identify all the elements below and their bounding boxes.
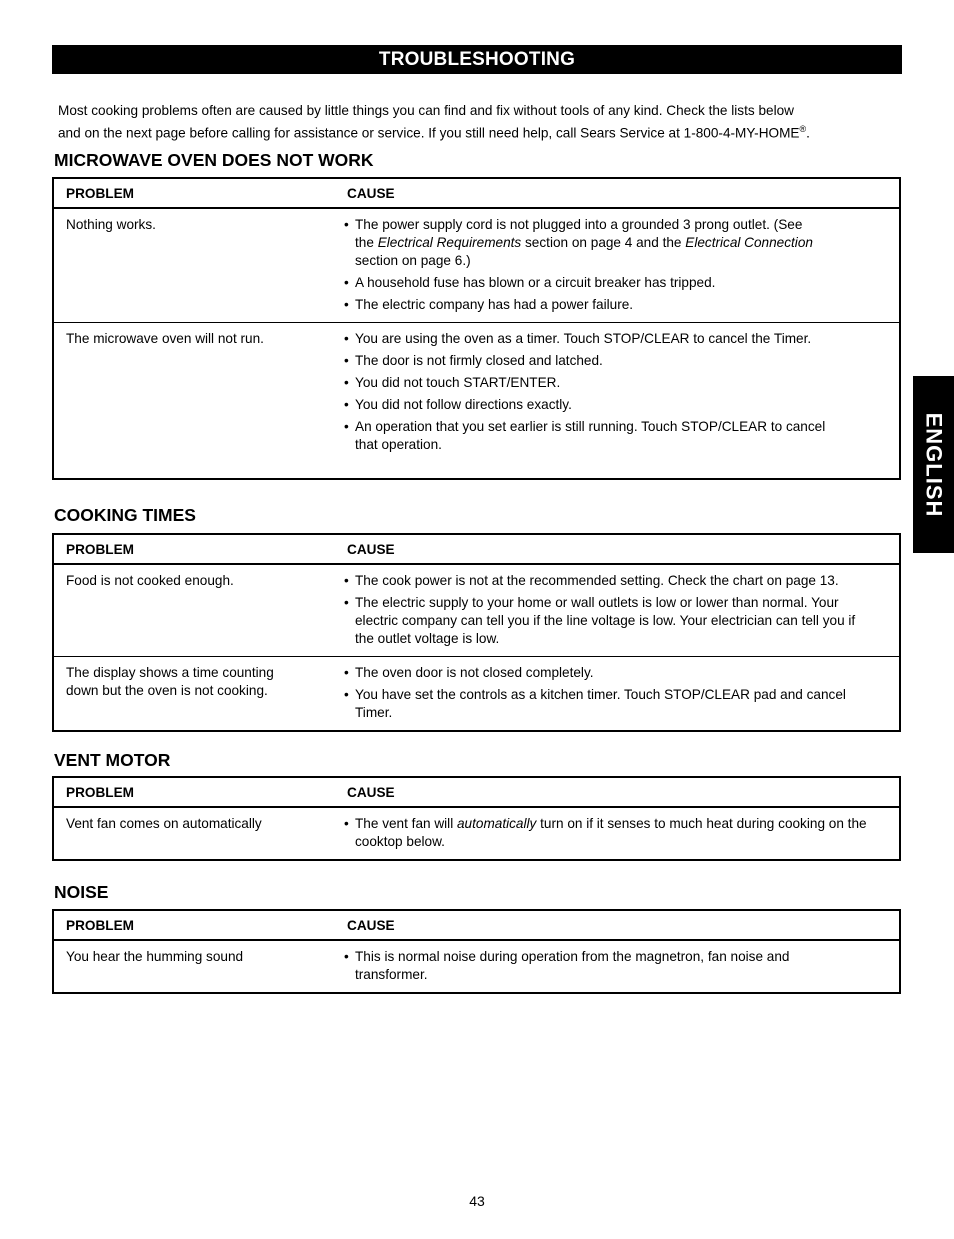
- cause-item: • You are using the oven as a timer. Touch STOP/CLEAR to cancel the Timer.: [341, 330, 841, 348]
- table-row: [53, 564, 900, 657]
- table-row: [53, 323, 900, 480]
- cause-cell: [341, 940, 900, 993]
- cause-item: • You did not touch START/ENTER.: [341, 374, 841, 392]
- cause-cell: [341, 323, 900, 480]
- cause-item: • The power supply cord is not plugged into a grounded 3 prong outlet. (See the Electrical Requirements section on page 4 and the Electrical Connection section on page 6.): [341, 216, 821, 270]
- cause-item: • The door is not firmly closed and latched.: [341, 352, 841, 370]
- table-cooking-times: [52, 533, 901, 732]
- header-problem: PROBLEM: [53, 777, 341, 807]
- cause-cell: [341, 208, 900, 323]
- header-cause: CAUSE: [341, 534, 900, 564]
- header-cause: CAUSE: [341, 910, 900, 940]
- problem-cell: Vent fan comes on automatically: [66, 816, 262, 831]
- problem-cell: Food is not cooked enough.: [66, 573, 234, 588]
- cause-item: • The electric supply to your home or wall outlets is low or lower than normal. Your electric company can tell you if the line voltage is low. Your electrician can tell you if the outlet voltage is low.: [341, 594, 871, 648]
- intro-paragraph: [58, 102, 858, 143]
- table-row: [53, 208, 900, 323]
- cause-cell: [341, 657, 900, 732]
- section-title-cooking-times: COOKING TIMES: [54, 505, 196, 525]
- page-title-banner: TROUBLESHOOTING: [52, 45, 902, 74]
- intro-line-1: Most cooking problems often are caused by little things you can find and fix without tools of any kind. Check the lists below: [58, 103, 794, 118]
- cause-item: • You did not follow directions exactly.: [341, 396, 841, 414]
- registered-mark: ®: [799, 124, 807, 134]
- table-row: [53, 657, 900, 732]
- cause-item: • The oven door is not closed completely.: [341, 664, 876, 682]
- header-cause: CAUSE: [341, 178, 900, 208]
- problem-cell: Nothing works.: [66, 217, 156, 232]
- cause-item: • The cook power is not at the recommended setting. Check the chart on page 13.: [341, 572, 871, 590]
- problem-cell: The microwave oven will not run.: [53, 323, 341, 480]
- cause-item: • A household fuse has blown or a circuit breaker has tripped.: [341, 274, 821, 292]
- header-problem: PROBLEM: [53, 178, 341, 208]
- table-microwave-not-work: [52, 177, 901, 480]
- cause-cell: [341, 564, 900, 657]
- cause-item: • An operation that you set earlier is still running. Touch STOP/CLEAR to cancel that operation.: [341, 418, 841, 454]
- intro-end: .: [806, 125, 810, 141]
- cause-item: • This is normal noise during operation from the magnetron, fan noise and transformer.: [341, 948, 841, 984]
- header-cause: CAUSE: [341, 777, 900, 807]
- section-title-vent-motor: VENT MOTOR: [54, 750, 171, 770]
- header-problem: PROBLEM: [53, 910, 341, 940]
- language-side-tab-label: ENGLISH: [921, 412, 947, 517]
- intro-line-2: and on the next page before calling for assistance or service. If you still need help, call Sears Service at 1-800-4-MY-HOME: [58, 125, 800, 141]
- cause-item: • The vent fan will automatically turn on if it senses to much heat during cooking on the cooktop below.: [341, 815, 871, 851]
- header-problem: PROBLEM: [53, 534, 341, 564]
- table-vent-motor: [52, 776, 901, 861]
- table-noise: [52, 909, 901, 994]
- cause-cell: [341, 807, 900, 860]
- language-side-tab: [913, 376, 954, 553]
- page-number: 43: [469, 1193, 485, 1209]
- section-title-microwave-not-work: MICROWAVE OVEN DOES NOT WORK: [54, 150, 374, 170]
- cause-item: • You have set the controls as a kitchen timer. Touch STOP/CLEAR pad and cancel Timer.: [341, 686, 876, 722]
- problem-cell: The display shows a time counting down but the oven is not cooking.: [53, 657, 341, 732]
- table-row: [53, 807, 900, 860]
- section-title-noise: NOISE: [54, 882, 109, 902]
- table-row: [53, 940, 900, 993]
- cause-item: • The electric company has had a power failure.: [341, 296, 821, 314]
- problem-cell: You hear the humming sound: [66, 949, 244, 964]
